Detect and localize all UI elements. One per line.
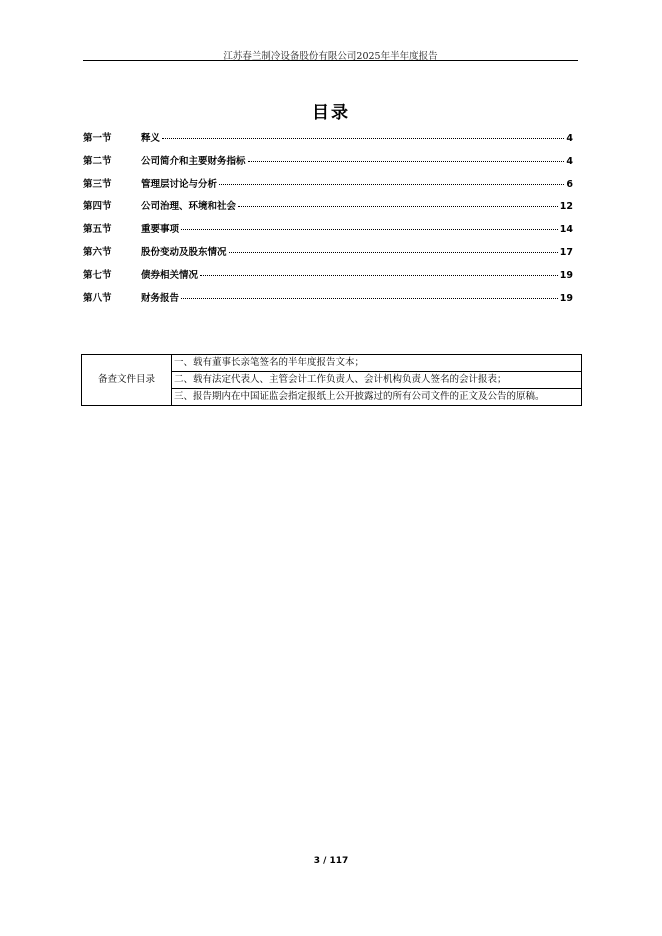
reference-item-cell: 一、载有董事长亲笔签名的半年度报告文本； <box>172 355 582 372</box>
table-of-contents <box>83 130 573 312</box>
toc-leader-dots <box>200 275 558 276</box>
toc-page-number: 4 <box>566 155 573 167</box>
toc-section-title: 债券相关情况 <box>141 269 199 281</box>
page-title: 目录 <box>312 103 350 123</box>
toc-section-number: 第八节 <box>83 292 112 304</box>
toc-page-number: 17 <box>559 246 573 258</box>
toc-entry[interactable] <box>83 176 573 199</box>
toc-section-number: 第一节 <box>83 133 112 144</box>
page-header: 江苏春兰制冷设备股份有限公司2025年半年度报告 <box>223 51 438 62</box>
toc-leader-dots <box>248 161 565 162</box>
page-number-footer: 3 / 117 <box>313 856 349 866</box>
toc-entry[interactable] <box>83 244 573 267</box>
toc-section-number: 第二节 <box>83 155 112 167</box>
reference-item-cell: 二、载有法定代表人、主管会计工作负责人、会计机构负责人签名的会计报表； <box>172 372 582 389</box>
toc-page-number: 14 <box>559 224 573 236</box>
toc-page-number: 4 <box>566 133 573 144</box>
toc-section-number: 第四节 <box>83 201 112 213</box>
toc-leader-dots <box>181 229 558 230</box>
toc-page-number: 6 <box>566 178 573 190</box>
toc-section-title: 管理层讨论与分析 <box>141 178 218 190</box>
toc-section-title: 公司简介和主要财务指标 <box>141 155 246 167</box>
toc-leader-dots <box>181 298 558 299</box>
toc-section-title: 公司治理、环境和社会 <box>141 201 237 213</box>
toc-leader-dots <box>238 206 558 207</box>
toc-leader-dots <box>229 252 558 253</box>
toc-entry[interactable] <box>83 153 573 176</box>
table-row <box>82 355 582 372</box>
toc-page-number: 12 <box>559 201 573 213</box>
toc-page-number: 19 <box>559 269 573 281</box>
toc-entry[interactable] <box>83 267 573 290</box>
reference-documents-table <box>81 354 582 406</box>
toc-entry[interactable] <box>83 221 573 244</box>
toc-entry[interactable] <box>83 290 573 313</box>
header-divider <box>83 60 578 61</box>
toc-section-title: 重要事项 <box>141 224 180 236</box>
toc-leader-dots <box>162 138 564 139</box>
toc-section-number: 第三节 <box>83 178 112 190</box>
toc-page-number: 19 <box>559 292 573 304</box>
toc-leader-dots <box>219 184 564 185</box>
toc-section-title: 股份变动及股东情况 <box>141 246 227 258</box>
reference-item-cell: 三、报告期内在中国证监会指定报纸上公开披露过的所有公司文件的正文及公告的原稿。 <box>172 389 582 406</box>
toc-section-number: 第六节 <box>83 246 112 258</box>
toc-entry[interactable] <box>83 198 573 221</box>
toc-section-number: 第五节 <box>83 224 112 236</box>
toc-section-title: 释义 <box>141 133 161 144</box>
toc-section-title: 财务报告 <box>141 292 180 304</box>
toc-section-number: 第七节 <box>83 269 112 281</box>
reference-label-cell: 备查文件目录 <box>82 355 172 406</box>
toc-entry[interactable] <box>83 130 573 153</box>
